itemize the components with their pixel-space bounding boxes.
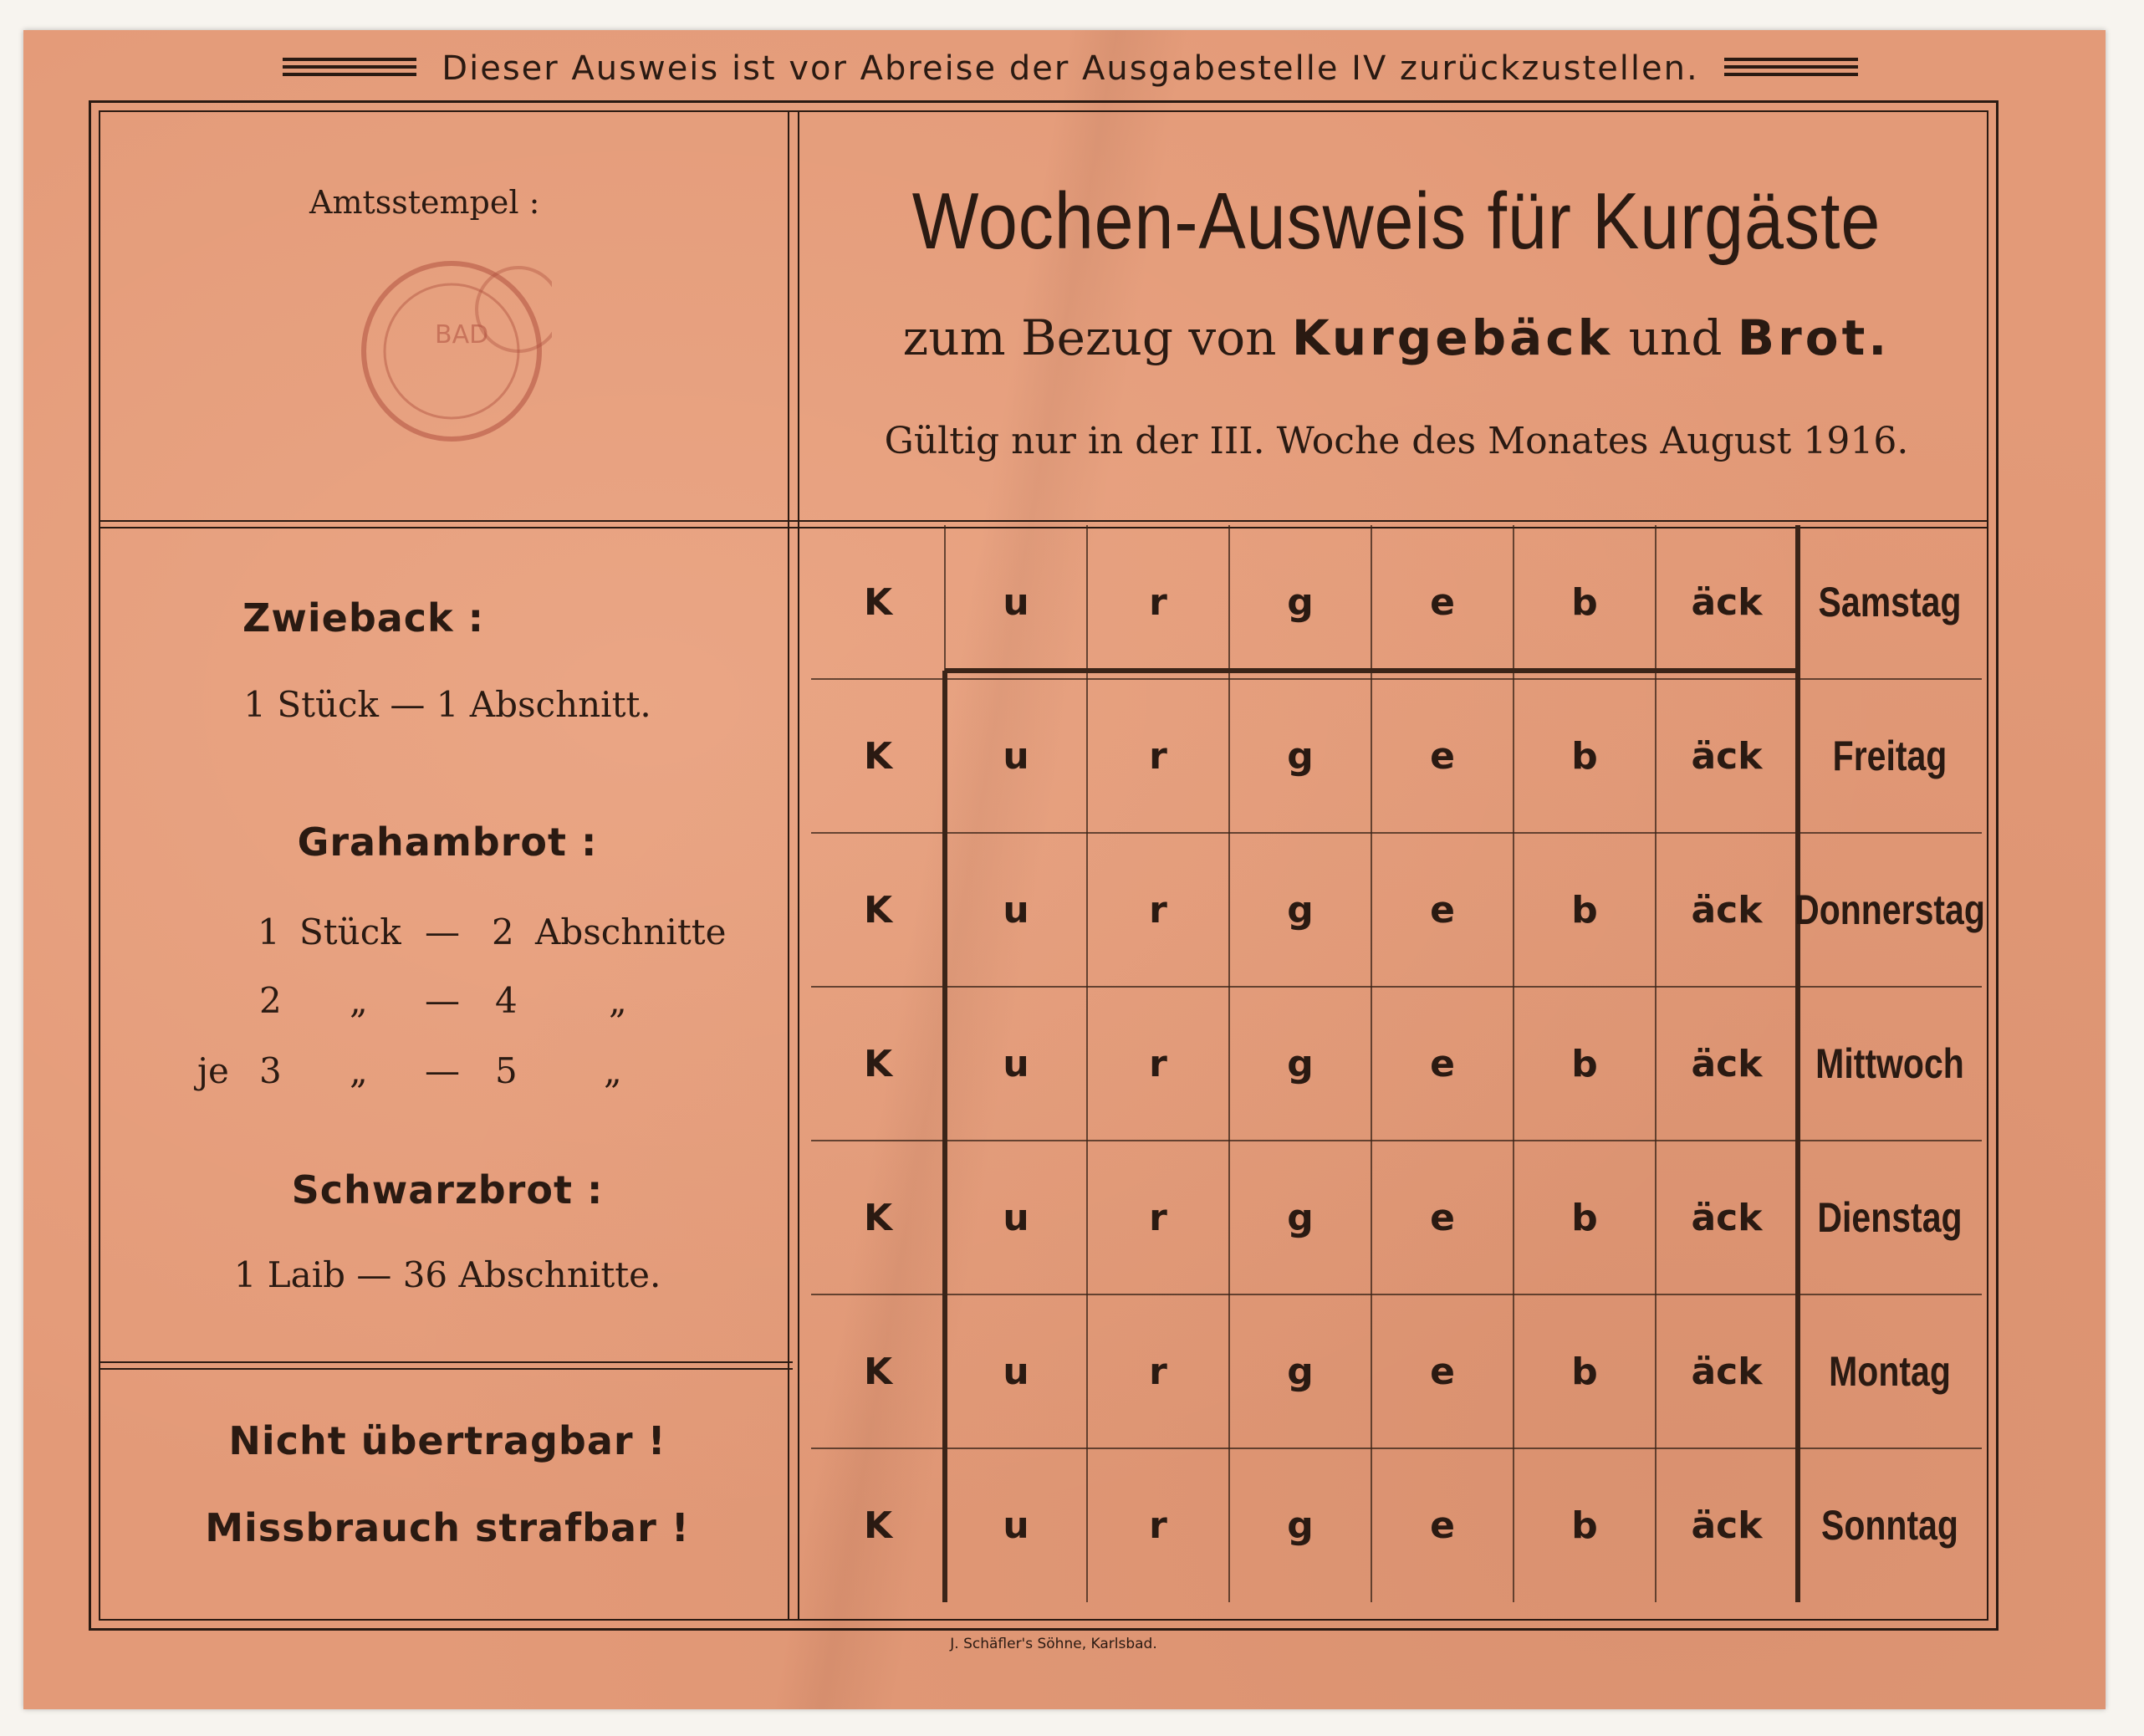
coupon-segment: r [1149,734,1167,778]
warning-not-transferable: Nicht übertragbar ! [228,1418,666,1463]
coupon-segment: e [1430,1042,1455,1085]
coupon-segment: g [1287,1504,1314,1547]
grahambrot-row-prefix: je [197,1050,229,1091]
grahambrot-row-dash: — [425,911,460,952]
subtitle [803,309,1990,366]
coupon-segment: äck [1691,1196,1763,1239]
coupon-segment: u [1003,888,1029,932]
validity-line: Gültig nur in der III. Woche des Monates August 1916. [884,420,1909,462]
grahambrot-row-label: Abschnitte [535,911,727,952]
coupon-segment: äck [1691,1504,1763,1547]
coupon-segment: b [1571,1196,1598,1239]
coupon-segment: r [1149,1350,1167,1393]
coupon-segment: e [1430,580,1455,624]
coupon-segment: K [863,1196,893,1239]
coupon-segment: K [863,580,893,624]
coupon-segment: r [1149,888,1167,932]
grahambrot-row-count: 5 [495,1050,518,1091]
subtitle-mid: und [1628,309,1723,366]
zwieback-rule: 1 Stück — 1 Abschnitt. [243,684,651,725]
coupon-segment: b [1571,734,1598,778]
coupon-segment: r [1149,1196,1167,1239]
page-title: Wochen-Ausweis für Kurgäste [911,176,1881,266]
subtitle-item-1: Kurgebäck [1291,309,1614,366]
coupon-segment: r [1149,1042,1167,1085]
day-label: Samstag [1818,579,1962,625]
coupon-segment: b [1571,1350,1598,1393]
coupon-segment: u [1003,1504,1029,1547]
coupon-segment: äck [1691,580,1763,624]
day-label: Mittwoch [1815,1040,1964,1087]
grahambrot-row-qty: 2 [259,980,282,1021]
coupon-segment: r [1149,580,1167,624]
day-label: Freitag [1832,733,1947,779]
grahambrot-row-label: „ [609,980,627,1021]
grahambrot-row-dash: — [425,980,460,1021]
coupon-segment: u [1003,734,1029,778]
coupon-segment: g [1287,580,1314,624]
schwarzbrot-rule: 1 Laib — 36 Abschnitte. [233,1254,661,1295]
coupon-segment: b [1571,1504,1598,1547]
grahambrot-heading: Grahambrot : [297,819,598,865]
decorative-rule-right [1724,58,1858,79]
stamp-label: Amtsstempel : [309,184,540,221]
coupon-segment: u [1003,1350,1029,1393]
grahambrot-row-count: 4 [495,980,518,1021]
stamp-seal-text: BAD [435,320,489,350]
coupon-segment: K [863,888,893,932]
grahambrot-row-count: 2 [492,911,514,952]
coupon-segment: e [1430,734,1455,778]
coupon-segment: e [1430,1504,1455,1547]
coupon-segment: äck [1691,1350,1763,1393]
warning-misuse: Missbrauch strafbar ! [205,1505,690,1550]
warning-divider [99,1361,793,1370]
coupon-segment: e [1430,888,1455,932]
coupon-segment: u [1003,580,1029,624]
schwarzbrot-heading: Schwarzbrot : [291,1167,604,1213]
coupon-segment: b [1571,888,1598,932]
official-stamp-icon [351,251,552,452]
subtitle-pre: zum Bezug von [902,309,1277,366]
coupon-segment: K [863,734,893,778]
grahambrot-row-qty: 3 [259,1050,282,1091]
grahambrot-row-unit: „ [350,1050,368,1091]
day-label: Sonntag [1821,1502,1958,1549]
grahambrot-row-qty: 1 [258,911,280,952]
coupon-segment: g [1287,734,1314,778]
day-label: Dienstag [1817,1194,1963,1241]
coupon-segment: K [863,1350,893,1393]
coupon-segment: u [1003,1196,1029,1239]
coupon-segment: e [1430,1196,1455,1239]
grahambrot-row-unit: Stück [299,911,401,952]
grahambrot-row-label: „ [604,1050,622,1091]
coupon-segment: b [1571,1042,1598,1085]
grahambrot-row-dash: — [425,1050,460,1091]
coupon-segment: g [1287,1350,1314,1393]
subtitle-item-2: Brot. [1737,309,1891,366]
decorative-rule-left [283,58,416,79]
coupon-segment: b [1571,580,1598,624]
day-label: Donnerstag [1794,886,1985,933]
coupon-segment: K [863,1042,893,1085]
day-label: Montag [1829,1348,1951,1395]
grahambrot-row-unit: „ [350,980,368,1021]
coupon-segment: äck [1691,1042,1763,1085]
coupon-segment: g [1287,888,1314,932]
return-notice-text: Dieser Ausweis ist vor Abreise der Ausgabestelle IV zurückzustellen. [442,49,1699,88]
coupon-segment: e [1430,1350,1455,1393]
return-notice [201,43,1940,94]
coupon-segment: u [1003,1042,1029,1085]
coupon-segment: K [863,1504,893,1547]
coupon-segment: r [1149,1504,1167,1547]
coupon-segment: äck [1691,734,1763,778]
column-divider [788,110,799,1621]
printer-imprint: J. Schäfler's Söhne, Karlsbad. [950,1636,1157,1652]
zwieback-heading: Zwieback : [242,595,485,641]
coupon-segment: äck [1691,888,1763,932]
coupon-segment: g [1287,1196,1314,1239]
coupon-segment: g [1287,1042,1314,1085]
